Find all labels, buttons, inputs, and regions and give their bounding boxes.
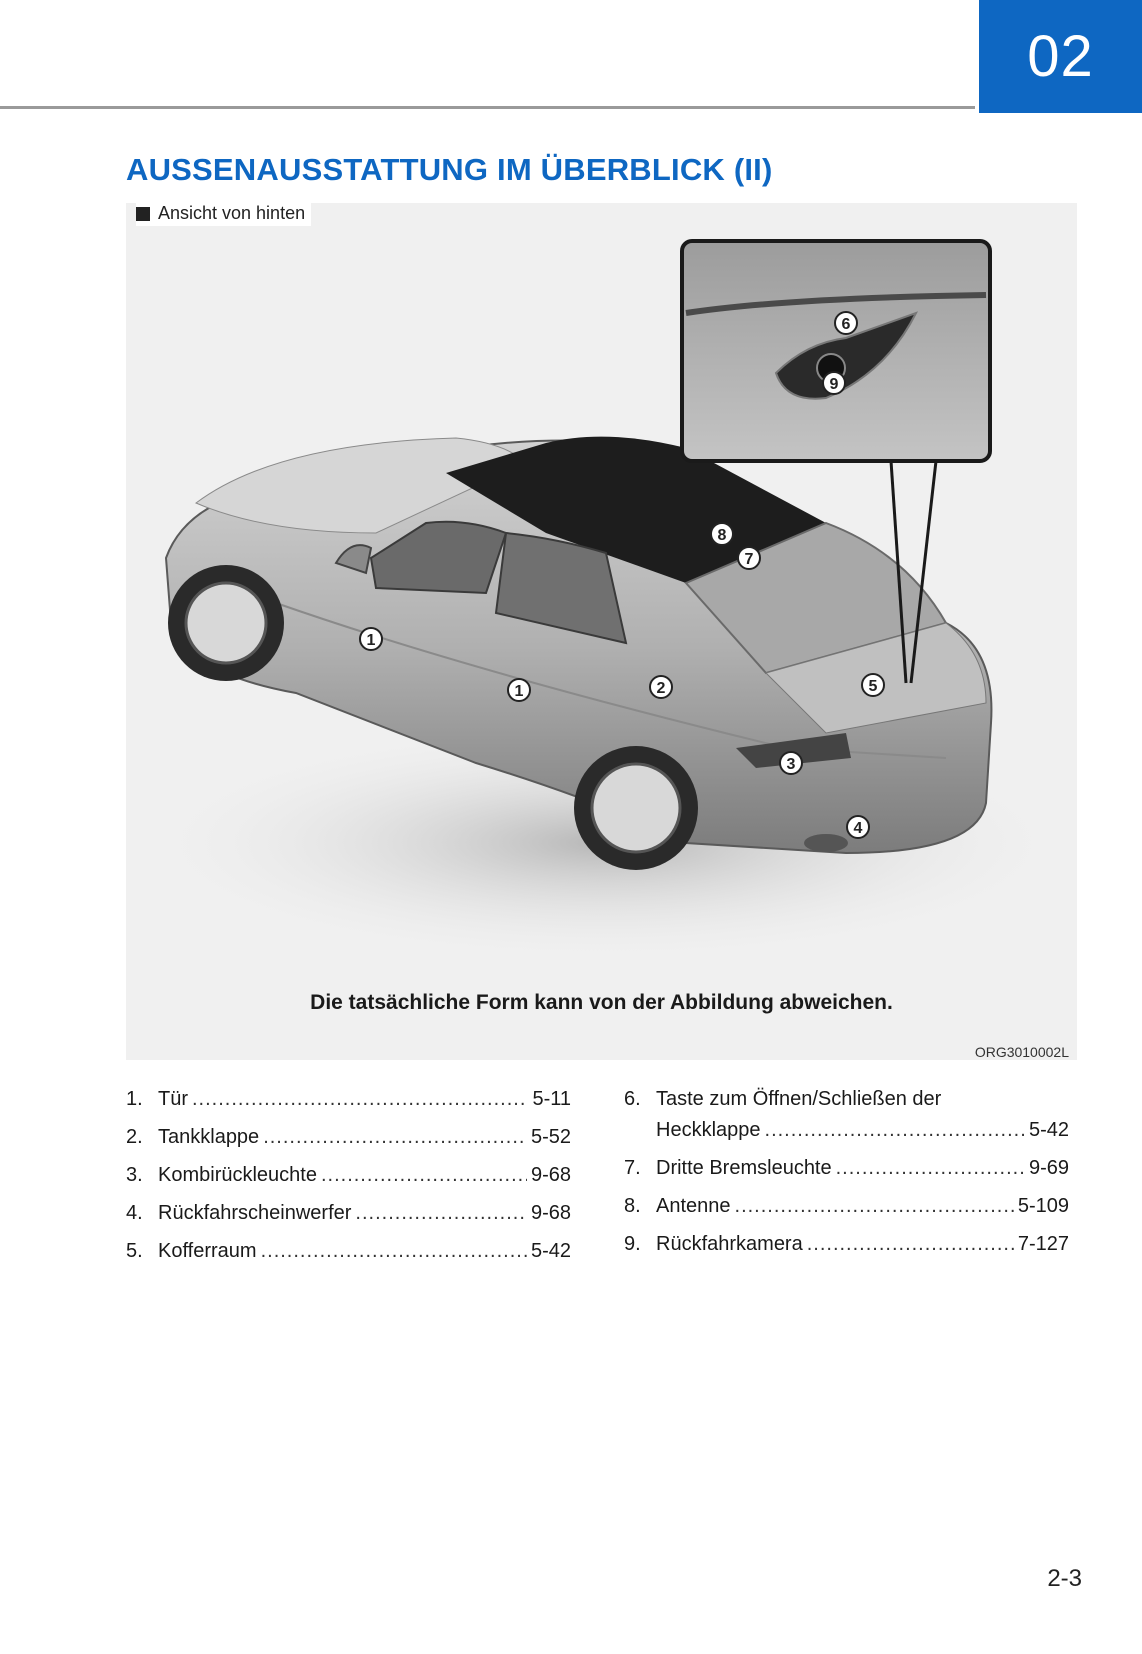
- svg-text:7: 7: [744, 551, 754, 568]
- legend-left: [126, 1088, 571, 1278]
- view-label: [136, 203, 311, 226]
- legend-item: 7. Dritte Bremsleuchte ..... 9-69: [624, 1157, 1069, 1195]
- callout-7: [738, 547, 760, 569]
- figure-caption: Die tatsächliche Form kann von der Abbildung abweichen.: [310, 991, 893, 1014]
- legend-item: 8. Antenne ..... 5-109: [624, 1195, 1069, 1233]
- svg-text:1: 1: [366, 632, 376, 649]
- figure-code: ORG3010002L: [974, 1044, 1069, 1060]
- callout-2: [650, 676, 672, 698]
- legend-item-continuation: Heckklappe ..... 5-42: [624, 1119, 1069, 1157]
- callout-8: [711, 523, 733, 545]
- callout-9: [823, 372, 845, 394]
- callout-1b: [508, 679, 530, 701]
- callout-5: [862, 674, 884, 696]
- callout-4: [847, 816, 869, 838]
- svg-text:1: 1: [514, 683, 524, 700]
- legend-item: 6. Taste zum Öffnen/Schließen der: [624, 1088, 942, 1110]
- svg-text:5: 5: [868, 678, 878, 695]
- view-label-text: Ansicht von hinten: [158, 203, 306, 223]
- chapter-number: 02: [979, 0, 1142, 113]
- svg-text:8: 8: [717, 527, 727, 544]
- legend-item: 9. Rückfahrkamera ..... 7-127: [624, 1233, 1069, 1271]
- svg-text:6: 6: [841, 316, 851, 333]
- callout-1a: [360, 628, 382, 650]
- callout-6: [835, 312, 857, 334]
- svg-text:3: 3: [786, 756, 796, 773]
- header-rule: [0, 106, 975, 109]
- page-number: 2-3: [1047, 1565, 1082, 1592]
- vehicle-figure: [126, 203, 1077, 1060]
- legend-item: 1. Tür ..... 5-11: [126, 1088, 571, 1126]
- legend-right: [624, 1088, 1069, 1271]
- square-bullet-icon: [136, 207, 150, 221]
- legend-item: 3. Kombirückleuchte ..... 9-68: [126, 1164, 571, 1202]
- svg-text:4: 4: [853, 820, 863, 837]
- svg-text:2: 2: [656, 680, 666, 697]
- legend-item: 5. Kofferraum ..... 5-42: [126, 1240, 571, 1278]
- legend-item: 2. Tankklappe ..... 5-52: [126, 1126, 571, 1164]
- page-title: AUSSENAUSSTATTUNG IM ÜBERBLICK (II): [126, 152, 773, 187]
- legend-item: 4. Rückfahrscheinwerfer ..... 9-68: [126, 1202, 571, 1240]
- svg-text:9: 9: [829, 376, 839, 393]
- car-illustration: [126, 203, 1077, 1060]
- callout-3: [780, 752, 802, 774]
